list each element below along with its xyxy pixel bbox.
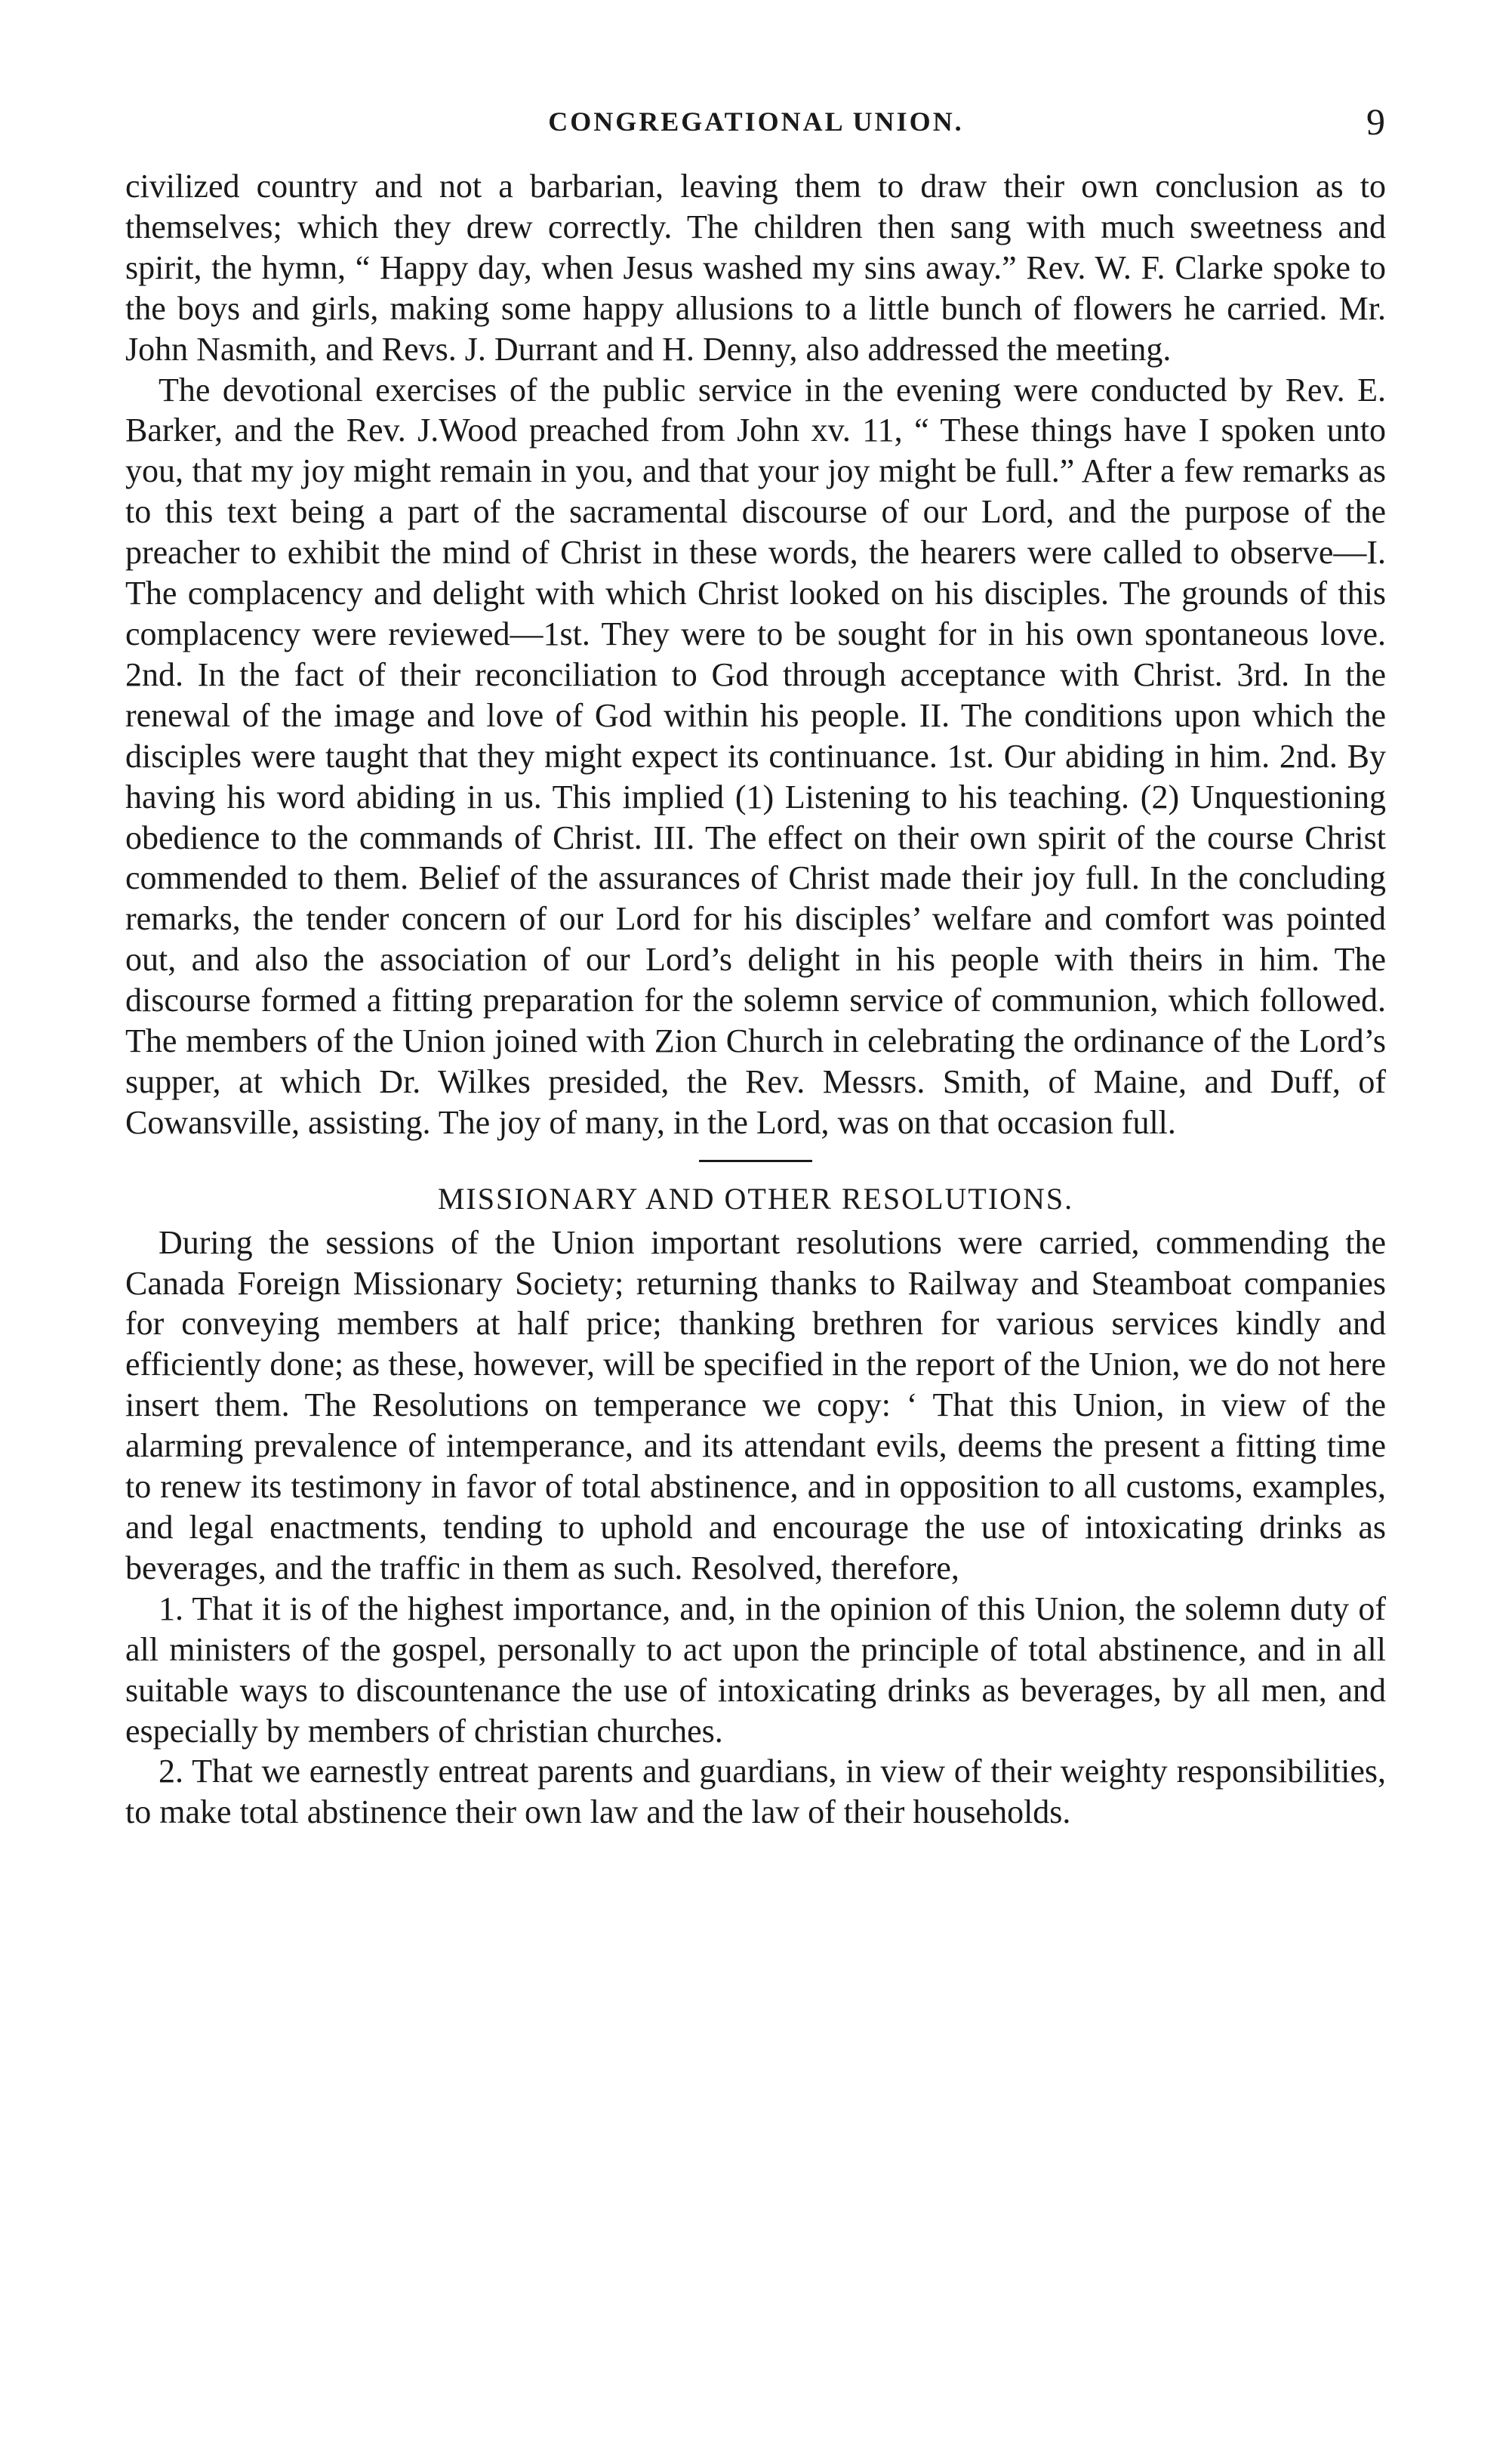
resolution-2: 2. That we earnestly entreat parents and guardians, in view of their weighty responsibilities, to make total abstinence their own law and the law of their households. (125, 1753, 1386, 1831)
body-text (125, 166, 1386, 1833)
paragraph-sermon: The devotional exercises of the public service in the evening were conducted by Rev. E. Barker, and the Rev. J.Wood preached from John xv. 11, “ These things have I spoken unto you, that my joy might remain in you, and that your joy might be full.” After a few remarks as to this text being a part of the sacramental discourse of our Lord, and the purpose of the preacher to exhibit the mind of Christ in these words, the hearers were called to observe—I. The complacency and delight with which Christ looked on his disciples. The grounds of this complacency were reviewed—1st. They were to be sought for in his own spontaneous love. 2nd. In the fact of their reconciliation to God through acceptance with Christ. 3rd. In the renewal of the image and love of God within his people. II. The conditions upon which the disciples were taught that they might expect its continuance. 1st. Our abiding in him. 2nd. By having his word abiding in us. This implied (1) Listening to his teaching. (2) Unquestioning obedience to the commands of Christ. III. The effect on their own spirit of the course Christ commended to them. Belief of the assurances of Christ made their joy full. In the concluding remarks, the tender concern of our Lord for his disciples’ welfare and comfort was pointed out, and also the association of our Lord’s delight in his people with theirs in him. The discourse formed a fitting preparation for the solemn service of communion, which followed. The members of the Union joined with Zion Church in celebrating the ordinance of the Lord’s supper, at which Dr. Wilkes presided, the Rev. Messrs. Smith, of Maine, and Duff, of Cowansville, assisting. The joy of many, in the Lord, was on that occasion full. (125, 371, 1386, 1141)
paragraph-resolutions: During the sessions of the Union important resolutions were carried, commending the Canada Foreign Missionary Society; returning thanks to Railway and Steamboat companies for conveying members at half price; thanking brethren for various services kindly and efficiently done; as these, however, will be specified in the report of the Union, we do not here insert them. The Resolutions on temperance we copy: ‘ That this Union, in view of the alarming prevalence of intemperance, and its attendant evils, deems the present a fitting time to renew its testimony in favor of total abstinence, and in opposition to all customs, examples, and legal enactments, tending to uphold and encourage the use of intoxicating drinks as beverages, and the traffic in them as such. Resolved, therefore, (125, 1223, 1386, 1586)
running-title: CONGREGATIONAL UNION. (548, 106, 964, 137)
paragraph-continued: civilized country and not a barbarian, leaving them to draw their own conclusion as to themselves; which they drew correctly. The children then sang with much sweetness and spirit, the hymn, “ Happy day, when Jesus washed my sins away.” Rev. W. F. Clarke spoke to the boys and girls, making some happy allusions to a little bunch of flowers he carried. Mr. John Nasmith, and Revs. J. Durrant and H. Denny, also addressed the meeting. (125, 168, 1386, 368)
section-heading: MISSIONARY AND OTHER RESOLUTIONS. (437, 1181, 1074, 1216)
resolution-1: 1. That it is of the highest importance, and, in the opinion of this Union, the solemn duty of all ministers of the gospel, personally to act upon the principle of total abstinence, and in all suitable ways to discountenance the use of intoxicating drinks as beverages, by all men, and especially by members of christian churches. (125, 1590, 1386, 1750)
running-header (0, 100, 1512, 151)
page-number: 9 (1366, 100, 1385, 143)
section-divider (699, 1160, 812, 1162)
